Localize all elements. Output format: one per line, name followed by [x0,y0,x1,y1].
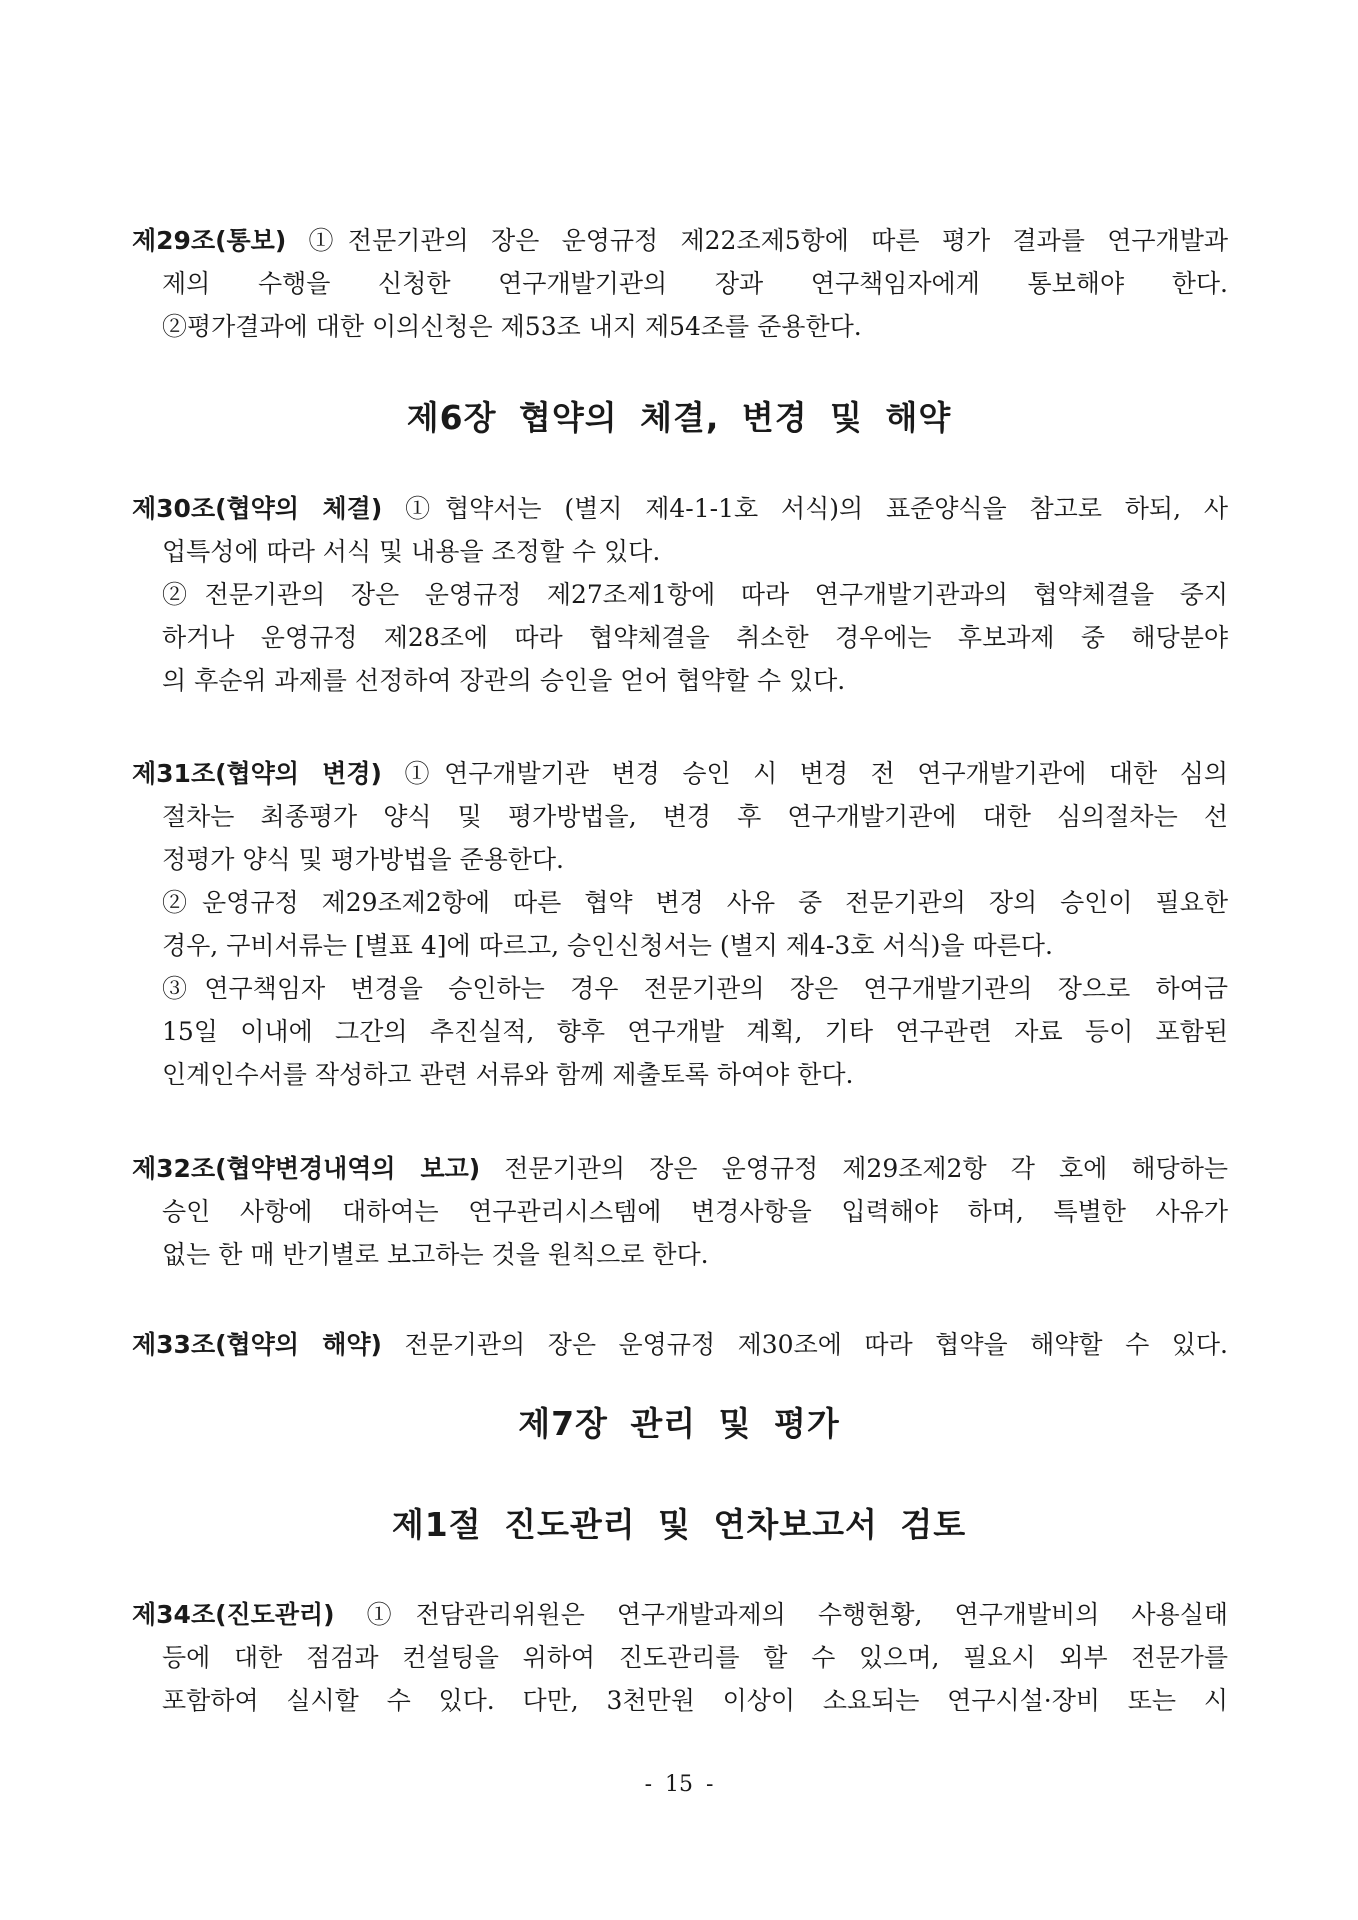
article-32 [132,1154,1228,1270]
article-line: 인계인수서를 작성하고 관련 서류와 함께 제출토록 하여야 한다. [162,1060,854,1089]
article-line: ③연구책임자 변경을 승인하는 경우 전문기관의 장은 연구개발기관의 장으로 하여금 [162,974,1228,1003]
article-line: 제의 수행을 신청한 연구개발기관의 장과 연구책임자에게 통보해야 한다. [162,269,1228,298]
article-29 [132,226,1228,342]
article-line: 절차는 최종평가 양식 및 평가방법을, 변경 후 연구개발기관에 대한 심의절차는 선 [162,802,1228,831]
article-title: 제33조(협약의 해약) [132,1330,382,1359]
article-line: 업특성에 따라 서식 및 내용을 조정할 수 있다. [162,537,661,566]
article-line: 의 후순위 과제를 선정하여 장관의 승인을 얻어 협약할 수 있다. [162,666,846,695]
chapter-heading: 제6장 협약의 체결, 변경 및 해약 [406,398,952,437]
article-line: 정평가 양식 및 평가방법을 준용한다. [162,845,564,874]
section-heading: 제1절 진도관리 및 연차보고서 검토 [391,1505,967,1544]
article-title: 제32조(협약변경내역의 보고) [132,1154,481,1183]
article-line: 경우, 구비서류는 [별표 4]에 따르고, 승인신청서는 (별지 제4-3호 서식)을 따른다. [162,931,1053,960]
article-line: 15일 이내에 그간의 추진실적, 향후 연구개발 계획, 기타 연구관련 자료 등이 포함된 [162,1017,1228,1046]
article-34 [132,1600,1228,1716]
article-title: 제31조(협약의 변경) [132,759,382,788]
article-line: 제32조(협약변경내역의 보고) 전문기관의 장은 운영규정 제29조제2항 각 호에 해당하는 [132,1154,1228,1183]
article-line: 하거나 운영규정 제28조에 따라 협약체결을 취소한 경우에는 후보과제 중 해당분야 [162,623,1228,652]
article-line: 없는 한 매 반기별로 보고하는 것을 원칙으로 한다. [162,1240,709,1269]
article-line: 승인 사항에 대하여는 연구관리시스템에 변경사항을 입력해야 하며, 특별한 사유가 [162,1197,1228,1226]
article-line: 포함하여 실시할 수 있다. 다만, 3천만원 이상이 소요되는 연구시설·장비 또는 시 [162,1686,1228,1715]
article-line: 제30조(협약의 체결) ①협약서는 (별지 제4-1-1호 서식)의 표준양식을 참고로 하되, 사 [132,494,1228,523]
article-30 [132,494,1228,696]
page-number: - 15 - [644,1772,714,1797]
article-title: 제29조(통보) [132,226,287,255]
article-31 [132,759,1228,1090]
article-line: ②평가결과에 대한 이의신청은 제53조 내지 제54조를 준용한다. [162,312,862,341]
article-line: 제34조(진도관리) ①전담관리위원은 연구개발과제의 수행현황, 연구개발비의 사용실태 [132,1600,1228,1629]
article-line: ②전문기관의 장은 운영규정 제27조제1항에 따라 연구개발기관과의 협약체결을 중지 [162,580,1228,609]
article-line: 제31조(협약의 변경) ①연구개발기관 변경 승인 시 변경 전 연구개발기관에 대한 심의 [132,759,1228,788]
article-line: 제33조(협약의 해약) 전문기관의 장은 운영규정 제30조에 따라 협약을 해약할 수 있다. [132,1330,1228,1359]
article-line: 등에 대한 점검과 컨설팅을 위하여 진도관리를 할 수 있으며, 필요시 외부 전문가를 [162,1643,1228,1672]
article-title: 제34조(진도관리) [132,1600,335,1629]
article-33 [132,1330,1228,1360]
article-line: 제29조(통보) ①전문기관의 장은 운영규정 제22조제5항에 따른 평가 결과를 연구개발과 [132,226,1228,255]
article-title: 제30조(협약의 체결) [132,494,383,523]
chapter-heading: 제7장 관리 및 평가 [518,1404,840,1443]
article-line: ②운영규정 제29조제2항에 따른 협약 변경 사유 중 전문기관의 장의 승인이 필요한 [162,888,1228,917]
